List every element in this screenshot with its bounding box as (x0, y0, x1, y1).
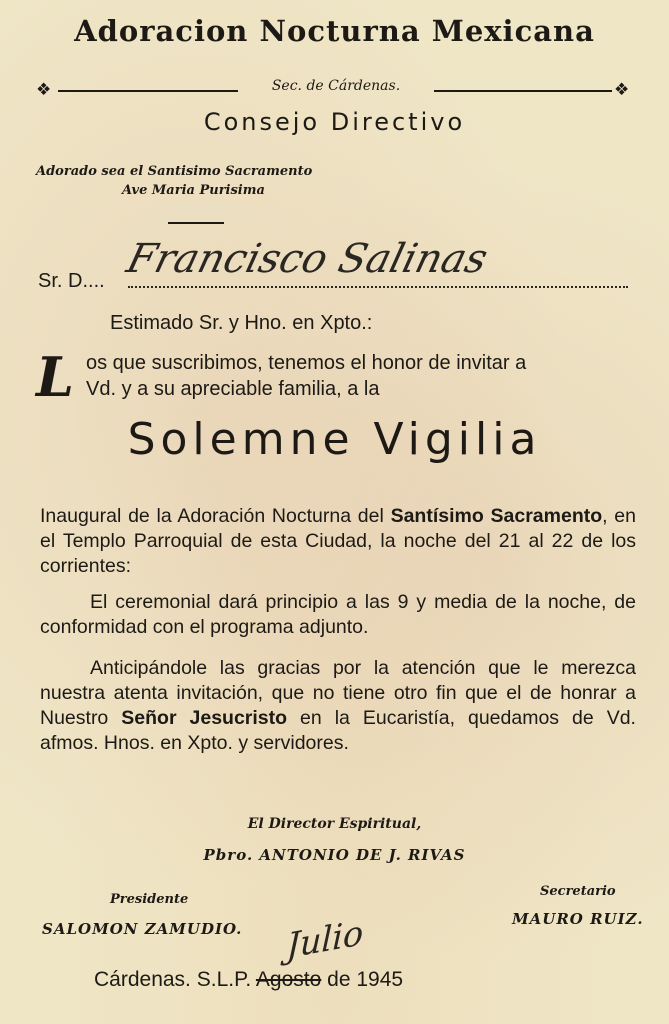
paragraph-3-text-a: Anticipándole las gracias por la atención que le merezca nuestra atenta invitación, que no tiene otro fin que el de honrar a Nuestro (40, 657, 636, 729)
org-title: Adoracion Nocturna Mexicana (74, 14, 595, 48)
diamond-ornament-icon: ❖ (614, 80, 630, 100)
invitation-line-2: Vd. y a su apreciable familia, a la (86, 378, 380, 400)
divider-line-right (434, 90, 612, 92)
event-title: Solemne Vigilia (127, 414, 542, 465)
recipient-prefix: Sr. D.... (38, 270, 105, 292)
paragraph-1-text-a: Inaugural de la Adoración Nocturna del (40, 505, 391, 527)
director-name: Pbro. ANTONIO DE J. RIVAS (203, 846, 466, 864)
recipient-handwritten-name: Francisco Salinas (122, 236, 493, 282)
president-name: SALOMON ZAMUDIO. (42, 920, 243, 938)
handwritten-month: Julio (285, 912, 364, 968)
council-heading: Consejo Directivo (203, 108, 466, 136)
section-divider (36, 78, 632, 102)
date-month-printed: Agosto (255, 968, 322, 991)
paragraph-3-text-c: en la Eucaristía, quedamos de Vd. afmos. Hnos. en Xpto. y servidores. (40, 707, 636, 754)
paragraph-2: El ceremonial dará principio a las 9 y media de la noche, de conformidad con el programa adjunto. (40, 591, 636, 638)
greeting: Estimado Sr. y Hno. en Xpto.: (110, 312, 373, 334)
paragraph-3 (40, 656, 636, 756)
paragraph-1 (40, 504, 636, 579)
paragraph-1-text-bold: Santísimo Sacramento (390, 505, 603, 527)
diamond-ornament-icon: ❖ (36, 80, 52, 100)
date-place: Cárdenas. S.L.P. (94, 968, 252, 991)
secretary-role: Secretario (540, 884, 616, 899)
paragraph-1-text-c: , en el Templo Parroquial de esta Ciudad, la noche del 21 al 22 de los corrientes: (40, 505, 636, 577)
invitation-line-1: os que suscribimos, tenemos el honor de invitar a (86, 352, 527, 374)
director-role: El Director Espiritual, (247, 816, 422, 832)
date-year: de 1945 (327, 968, 404, 991)
date-line (94, 968, 403, 992)
drop-cap: L (36, 345, 74, 409)
short-rule (168, 222, 224, 224)
motto-line-1: Adorado sea el Santisimo Sacramento (36, 164, 313, 179)
motto-line-2: Ave Maria Purisima (122, 183, 265, 198)
president-role: Presidente (110, 892, 189, 907)
recipient-dotted-line (128, 286, 628, 288)
secretary-name: MAURO RUIZ. (512, 910, 644, 928)
divider-line-left (58, 90, 238, 92)
motto (36, 162, 312, 200)
paragraph-3-text-bold: Señor Jesucristo (121, 707, 288, 729)
section-name: Sec. de Cárdenas. (271, 78, 401, 94)
